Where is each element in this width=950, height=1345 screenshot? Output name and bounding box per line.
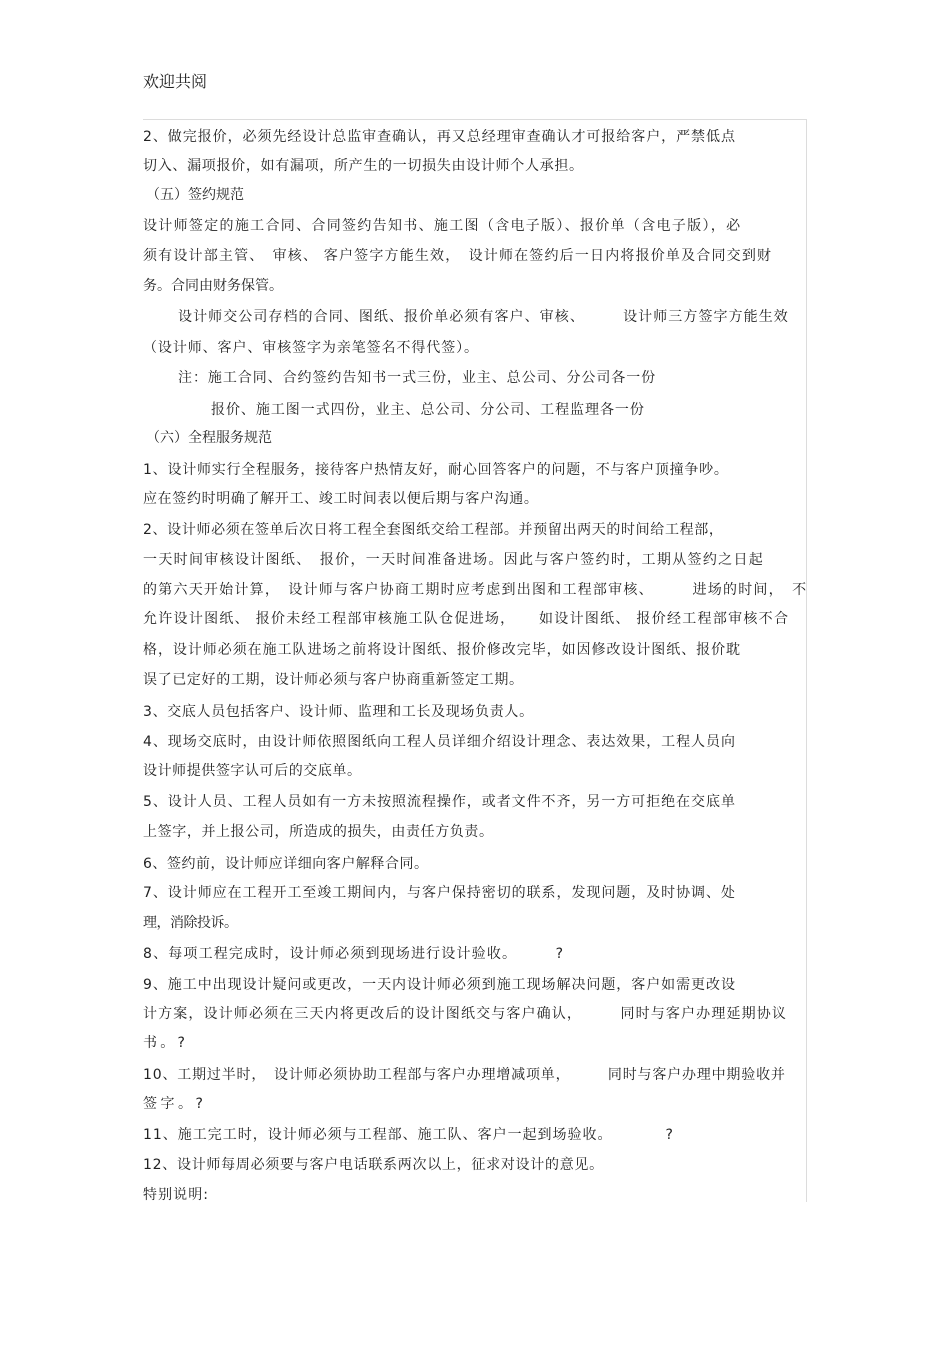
text-line: 的第六天开始计算， 设计师与客户协商工期时应考虑到出图和工程部审核、 进场的时间， 不 xyxy=(143,582,808,598)
text-line: 计方案，设计师必须在三天内将更改后的设计图纸交与客户确认， 同时与客户办理延期协议 xyxy=(143,1006,788,1022)
text-line: 须有设计部主管、 审核、 客户签字方能生效， 设计师在签约后一日内将报价单及合同交到财 xyxy=(143,248,773,264)
frame-top-border xyxy=(143,119,807,120)
text-line: 5、设计人员、工程人员如有一方未按照流程操作，或者文件不齐，另一方可拒绝在交底单 xyxy=(143,794,736,810)
text-line: 切入、漏项报价，如有漏项，所产生的一切损失由设计师个人承担。 xyxy=(143,158,584,174)
text-line: 1、设计师实行全程服务，接待客户热情友好，耐心回答客户的问题，不与客户顶撞争吵。 xyxy=(143,462,729,478)
text-line: 4、现场交底时，由设计师依照图纸向工程人员详细介绍设计理念、表达效果，工程人员向 xyxy=(143,734,736,750)
text-line: 2、做完报价，必须先经设计总监审查确认，再又总经理审查确认才可报给客户，严禁低点 xyxy=(143,129,736,145)
text-line: 格，设计师必须在施工队进场之前将设计图纸、报价修改完毕，如因修改设计图纸、报价耽 xyxy=(143,642,741,658)
text-line: 务。合同由财务保管。 xyxy=(143,278,283,294)
text-line: 3、交底人员包括客户、设计师、监理和工长及现场负责人。 xyxy=(143,704,534,720)
text-line: 书。? xyxy=(143,1035,189,1051)
text-line: 注：施工合同、合约签约告知书一式三份，业主、总公司、分公司各一份 xyxy=(178,370,657,386)
text-line: 2、设计师必须在签单后次日将工程全套图纸交给工程部。并预留出两天的时间给工程部， xyxy=(143,522,724,538)
text-line: （六）全程服务规范 xyxy=(146,430,272,446)
text-line: 设计师签定的施工合同、合同签约告知书、施工图（含电子版）、报价单（含电子版），必 xyxy=(143,218,742,234)
text-line: 6、签约前，设计师应详细向客户解释合同。 xyxy=(143,856,429,872)
text-line: 11、施工完工时，设计师必须与工程部、施工队、客户一起到场验收。 ? xyxy=(143,1127,674,1143)
text-line: 7、设计师应在工程开工至竣工期间内，与客户保持密切的联系，发现问题，及时协调、处 xyxy=(143,885,736,901)
frame-right-border xyxy=(806,119,807,1202)
text-line: 8、每项工程完成时，设计师必须到现场进行设计验收。 ? xyxy=(143,946,565,962)
text-line: 允许设计图纸、 报价未经工程部审核施工队仓促进场， 如设计图纸、 报价经工程部审核不合 xyxy=(143,611,790,627)
text-line: 误了已定好的工期，设计师必须与客户协商重新签定工期。 xyxy=(143,672,524,688)
text-line: 设计师交公司存档的合同、图纸、报价单必须有客户、审核、 设计师三方签字方能生效 xyxy=(178,309,789,325)
text-line: 一天时间审核设计图纸、 报价，一天时间准备进场。因此与客户签约时，工期从签约之日起 xyxy=(143,552,765,568)
text-line: 理，消除投诉。 xyxy=(143,915,238,931)
text-line: （设计师、客户、审核签字为亲笔签名不得代签）。 xyxy=(143,340,479,356)
text-line: 12、设计师每周必须要与客户电话联系两次以上，征求对设计的意见。 xyxy=(143,1157,604,1173)
text-line: 10、工期过半时， 设计师必须协助工程部与客户办理增减项单， 同时与客户办理中期验收并 xyxy=(143,1067,786,1083)
text-line: 签字。? xyxy=(143,1096,207,1112)
text-line: 设计师提供签字认可后的交底单。 xyxy=(143,763,362,779)
text-line: 应在签约时明确了解开工、竣工时间表以便后期与客户沟通。 xyxy=(143,491,539,507)
text-line: （五）签约规范 xyxy=(146,187,244,203)
text-line: 特别说明: xyxy=(143,1187,210,1203)
text-line: 上签字，并上报公司，所造成的损失，由责任方负责。 xyxy=(143,824,494,840)
text-line: 9、施工中出现设计疑问或更改，一天内设计师必须到施工现场解决问题，客户如需更改设 xyxy=(143,977,736,993)
text-line: 报价、施工图一式四份，业主、总公司、分公司、工程监理各一份 xyxy=(211,402,645,418)
page-header: 欢迎共阅 xyxy=(143,72,208,91)
